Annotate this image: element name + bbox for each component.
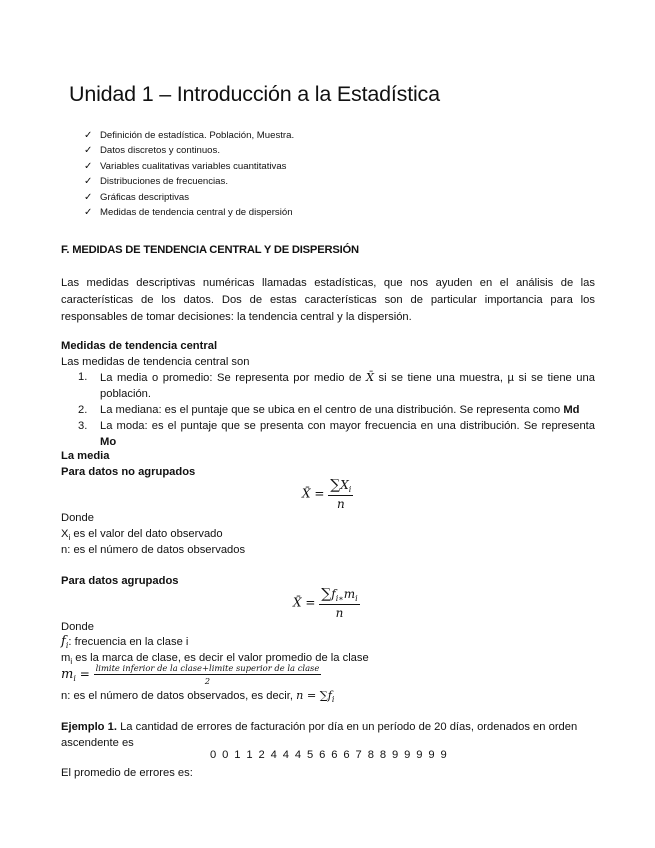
topic-item: [84, 159, 294, 174]
grouped-heading: Para datos agrupados: [61, 575, 179, 587]
measure-text: si se tiene una muestra, µ si se tiene una población.: [100, 372, 595, 400]
topic-item: [84, 143, 294, 158]
mi-sub: i: [70, 657, 73, 666]
measure-symbol: Md: [563, 403, 580, 416]
topic-text: Definición de estadística. Población, Muestra.: [100, 130, 295, 141]
formula-denominator: n: [336, 497, 345, 511]
topic-item: [84, 174, 294, 189]
ungrouped-heading: Para datos no agrupados: [61, 466, 196, 478]
intro-paragraph: Las medidas descriptivas numéricas llamadas estadísticas, que nos ayuden en el análisis de las características de los datos. Dos de estas características son de particular importancia para los responsables de tomar decisiones: la tendencia central y la dispersión.: [61, 277, 595, 323]
formula-sub: i∗: [335, 594, 344, 603]
measure-text: La mediana: es el puntaje que se ubica en el centro de una distribución. Se representa como: [100, 403, 564, 416]
sum-symbol: ∑: [321, 586, 332, 602]
checkmark-icon: ✓: [84, 176, 93, 188]
formula-eq: =: [75, 667, 90, 681]
xbar-symbol: X̄: [366, 371, 374, 384]
topic-item: [84, 190, 294, 205]
topic-text: Gráficas descriptivas: [100, 191, 190, 203]
example-text-cont: ascendente es: [61, 737, 134, 749]
example-text: La cantidad de errores de facturación por día en un período de 20 días, ordenados en orden: [116, 721, 578, 733]
formula-denominator: 2: [204, 676, 211, 686]
xi-var: X: [61, 528, 69, 540]
fi-var: f: [61, 634, 66, 649]
example-label: Ejemplo 1.: [61, 721, 117, 733]
list-number: 2.: [78, 403, 88, 416]
n-formula: n = ∑f: [296, 689, 332, 702]
formula-sub: i: [355, 594, 358, 603]
list-item: [61, 403, 595, 419]
formula-var: m: [343, 587, 356, 601]
formula-numerator: [319, 586, 359, 605]
checkmark-icon: ✓: [84, 206, 93, 218]
n-definition: n: es el número de datos observados: [61, 544, 246, 556]
formula-var: f: [331, 587, 336, 601]
formula-denominator: n: [335, 606, 344, 620]
topic-text: Datos discretos y continuos.: [100, 145, 220, 157]
formula-var: m: [61, 667, 74, 682]
checkmark-icon: ✓: [84, 191, 93, 203]
formula-var: X: [340, 478, 349, 492]
measure-symbol: Mo: [100, 435, 117, 448]
mi-var: m: [61, 652, 71, 664]
xi-desc: es el valor del dato observado: [70, 528, 223, 540]
section-heading: F. MEDIDAS DE TENDENCIA CENTRAL Y DE DISPERSIÓN: [61, 244, 359, 256]
measure-text: La media o promedio: Se representa por medio de: [100, 372, 366, 384]
list-item: [61, 419, 595, 450]
fi-sub: i: [65, 641, 69, 650]
checkmark-icon: ✓: [84, 145, 93, 157]
donde-label: Donde: [61, 621, 94, 633]
example-question: El promedio de errores es:: [61, 767, 193, 779]
mi-desc: es la marca de clase, es decir el valor promedio de la clase: [72, 652, 369, 664]
n-formula-sub: i: [331, 695, 335, 704]
topic-text: Distribuciones de frecuencias.: [100, 176, 228, 188]
measures-list: [61, 370, 595, 451]
formula-lhs: X̄ =: [302, 486, 325, 501]
topic-text: Variables cualitativas variables cuantitativas: [100, 160, 287, 172]
formula-mean-grouped: [293, 586, 360, 620]
checkmark-icon: ✓: [84, 160, 93, 172]
n-sum-definition: [61, 688, 334, 708]
formula-class-mark: [61, 663, 321, 686]
example-data: 0 0 1 1 2 4 4 4 5 6 6 6 7 8 8 9 9 9 9 9: [210, 749, 448, 761]
fi-desc: : frecuencia en la clase i: [68, 636, 189, 648]
formula-sub: i: [73, 674, 76, 683]
list-item: [61, 370, 595, 402]
list-number: 3.: [78, 419, 88, 432]
central-heading: Medidas de tendencia central: [61, 340, 218, 352]
page-title: Unidad 1 – Introducción a la Estadística: [69, 82, 440, 106]
formula-lhs: X̄ =: [293, 595, 316, 610]
list-number: 1.: [78, 371, 88, 383]
xi-sub: i: [68, 533, 71, 542]
sum-symbol: ∑: [330, 477, 341, 493]
topic-text: Medidas de tendencia central y de dispersión: [100, 206, 293, 218]
n-desc: n: es el número de datos observados, es decir,: [61, 690, 297, 702]
formula-sub: i: [348, 485, 352, 494]
topic-item: [84, 128, 294, 143]
example-intro: [61, 719, 577, 735]
media-heading: La media: [61, 450, 110, 462]
formula-numerator: limite inferior de la clase+limite superior de la clase: [95, 663, 320, 673]
donde-label: Donde: [61, 512, 94, 524]
formula-fraction: [328, 477, 353, 511]
topic-checklist: [84, 128, 294, 220]
formula-fraction: [319, 586, 359, 620]
formula-fraction: [94, 663, 322, 686]
measure-text: La moda: es el puntaje que se presenta con mayor frecuencia en una distribución. Se representa: [100, 419, 595, 432]
formula-mean-ungrouped: [302, 477, 353, 511]
central-intro: Las medidas de tendencia central son: [61, 356, 250, 368]
formula-numerator: [328, 477, 353, 496]
topic-item: [84, 205, 294, 220]
checkmark-icon: ✓: [84, 130, 93, 141]
